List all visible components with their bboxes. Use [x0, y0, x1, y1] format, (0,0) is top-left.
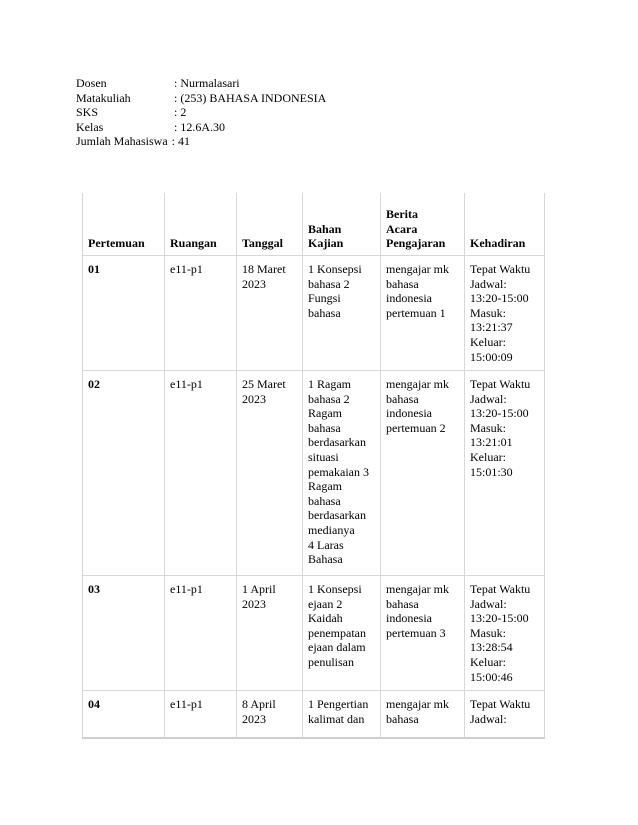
cell-bahan-kajian: 1 Konsepsi ejaan 2 Kaidah penempatan ejaan dalam penulisan — [303, 576, 381, 691]
cell-tanggal: 18 Maret 2023 — [237, 256, 303, 371]
info-row-matakuliah — [76, 91, 326, 106]
header-berita-acara: Berita Acara Pengajaran — [381, 193, 465, 256]
table-row — [83, 691, 545, 739]
cell-berita-acara: mengajar mk bahasa indonesia pertemuan 1 — [381, 256, 465, 371]
cell-kehadiran: Tepat Waktu Jadwal: 13:20-15:00 Masuk: 13:21:01 Keluar: 15:01:30 — [465, 371, 545, 576]
cell-ruangan: e11-p1 — [165, 576, 237, 691]
cell-pertemuan: 02 — [83, 371, 165, 576]
cell-berita-acara: mengajar mk bahasa — [381, 691, 465, 739]
info-label: Matakuliah — [76, 90, 131, 105]
table-header-row — [83, 193, 545, 256]
cell-kehadiran: Tepat Waktu Jadwal: — [465, 691, 545, 739]
header-tanggal: Tanggal — [237, 193, 303, 256]
header-bahan-kajian: Bahan Kajian — [303, 193, 381, 256]
table-row — [83, 256, 545, 371]
cell-tanggal: 8 April 2023 — [237, 691, 303, 739]
attendance-table — [82, 193, 545, 739]
cell-bahan-kajian: 1 Ragam bahasa 2 Ragam bahasa berdasarkan situasi pemakaian 3 Ragam bahasa berdasarkan medianya 4 Laras Bahasa — [303, 371, 381, 576]
info-row-sks — [76, 105, 326, 120]
cell-berita-acara: mengajar mk bahasa indonesia pertemuan 3 — [381, 576, 465, 691]
cell-kehadiran: Tepat Waktu Jadwal: 13:20-15:00 Masuk: 13:28:54 Keluar: 15:00:46 — [465, 576, 545, 691]
table-row — [83, 371, 545, 576]
cell-kehadiran: Tepat Waktu Jadwal: 13:20-15:00 Masuk: 13:21:37 Keluar: 15:00:09 — [465, 256, 545, 371]
info-label: Dosen — [76, 76, 107, 90]
table-row — [83, 576, 545, 691]
info-row-jumlah-mahasiswa — [76, 134, 326, 149]
cell-pertemuan: 01 — [83, 256, 165, 371]
header-pertemuan: Pertemuan — [83, 193, 165, 256]
info-row-kelas — [76, 120, 326, 135]
cell-bahan-kajian: 1 Pengertian kalimat dan — [303, 691, 381, 739]
cell-bahan-kajian: 1 Konsepsi bahasa 2 Fungsi bahasa — [303, 256, 381, 371]
course-info — [76, 76, 326, 149]
header-kehadiran: Kehadiran — [465, 193, 545, 256]
info-value: : 41 — [171, 134, 190, 149]
cell-pertemuan: 04 — [83, 691, 165, 739]
info-value: : (253) BAHASA INDONESIA — [174, 90, 327, 105]
info-value: : Nurmalasari — [174, 76, 240, 90]
cell-ruangan: e11-p1 — [165, 691, 237, 739]
cell-tanggal: 1 April 2023 — [237, 576, 303, 691]
info-label: Kelas — [76, 119, 104, 134]
info-value: : 12.6A.30 — [174, 119, 225, 134]
cell-ruangan: e11-p1 — [165, 371, 237, 576]
info-row-dosen — [76, 76, 326, 91]
cell-ruangan: e11-p1 — [165, 256, 237, 371]
info-label: SKS — [76, 105, 99, 120]
table-body — [83, 256, 545, 739]
cell-berita-acara: mengajar mk bahasa indonesia pertemuan 2 — [381, 371, 465, 576]
cell-tanggal: 25 Maret 2023 — [237, 371, 303, 576]
info-label: Jumlah Mahasiswa — [76, 134, 168, 149]
info-value: : 2 — [174, 105, 187, 120]
cell-pertemuan: 03 — [83, 576, 165, 691]
header-ruangan: Ruangan — [165, 193, 237, 256]
